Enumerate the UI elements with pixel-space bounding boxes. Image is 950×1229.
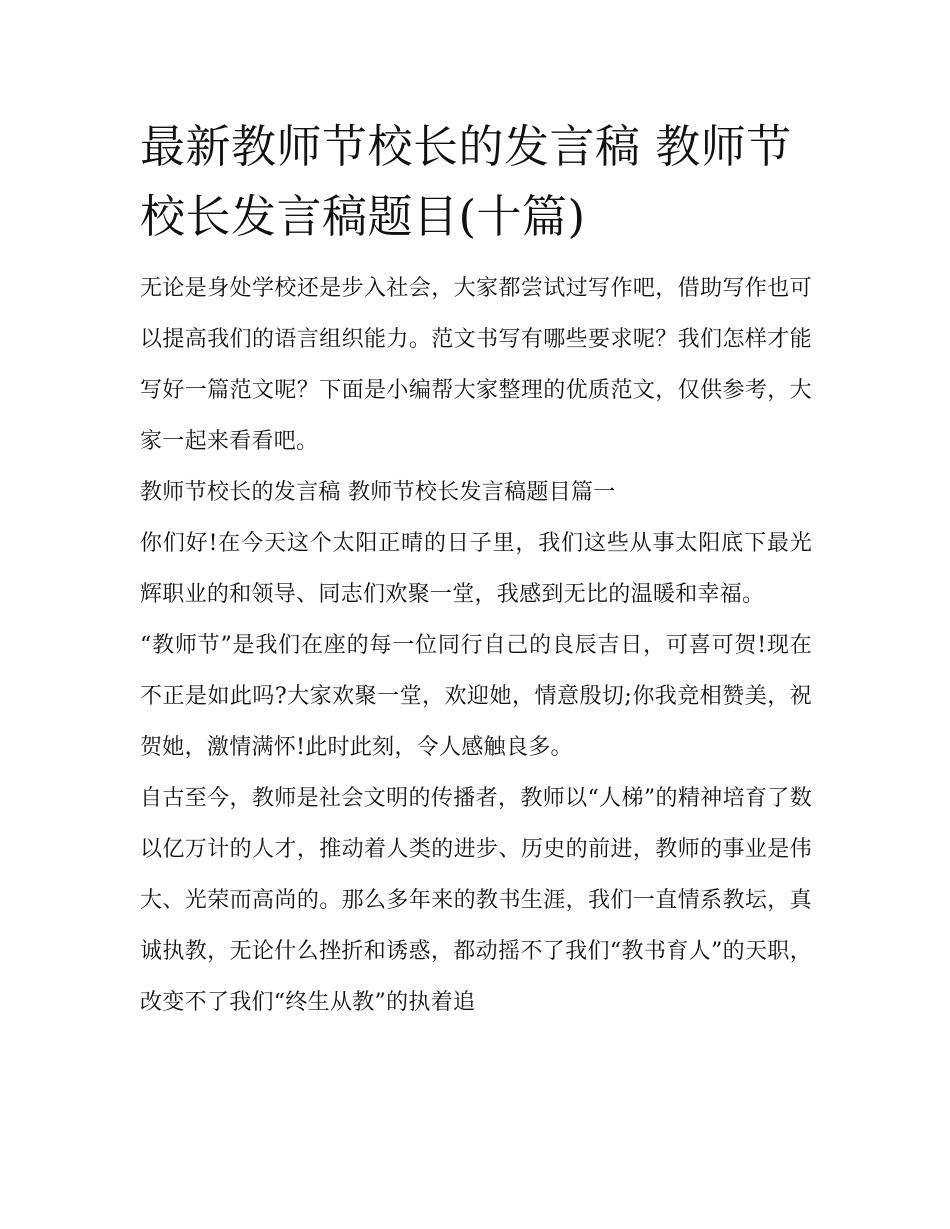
document-title: 最新教师节校长的发言稿 教师节校长发言稿题目(十篇) bbox=[140, 120, 792, 243]
document-body bbox=[140, 263, 812, 1028]
section-heading: 教师节校长的发言稿 教师节校长发言稿题目篇一 bbox=[140, 480, 616, 505]
paragraph-teachers-day: “教师节”是我们在座的每一位同行自己的良辰吉日，可喜可贺!现在不正是如此吗?大家欢聚一堂，欢迎她，情意殷切;你我竞相赞美，祝贺她，激情满怀!此时此刻，令人感触良多。 bbox=[140, 633, 812, 760]
document-page bbox=[140, 112, 812, 1028]
paragraph-intro: 无论是身处学校还是步入社会，大家都尝试过写作吧，借助写作也可以提高我们的语言组织能力。范文书写有哪些要求呢？我们怎样才能写好一篇范文呢？下面是小编帮大家整理的优质范文，仅供参考，大家一起来看看吧。 bbox=[140, 276, 812, 454]
paragraph-history: 自古至今，教师是社会文明的传播者，教师以“人梯”的精神培育了数以亿万计的人才，推动着人类的进步、历史的前进，教师的事业是伟大、光荣而高尚的。那么多年来的教书生涯，我们一直情系教坛，真诚执教，无论什么挫折和诱惑，都动摇不了我们“教书育人”的天职，改变不了我们“终生从教”的执着追 bbox=[140, 786, 812, 1015]
paragraph-greeting: 你们好!在今天这个太阳正晴的日子里，我们这些从事太阳底下最光辉职业的和领导、同志们欢聚一堂，我感到无比的温暖和幸福。 bbox=[140, 531, 812, 607]
